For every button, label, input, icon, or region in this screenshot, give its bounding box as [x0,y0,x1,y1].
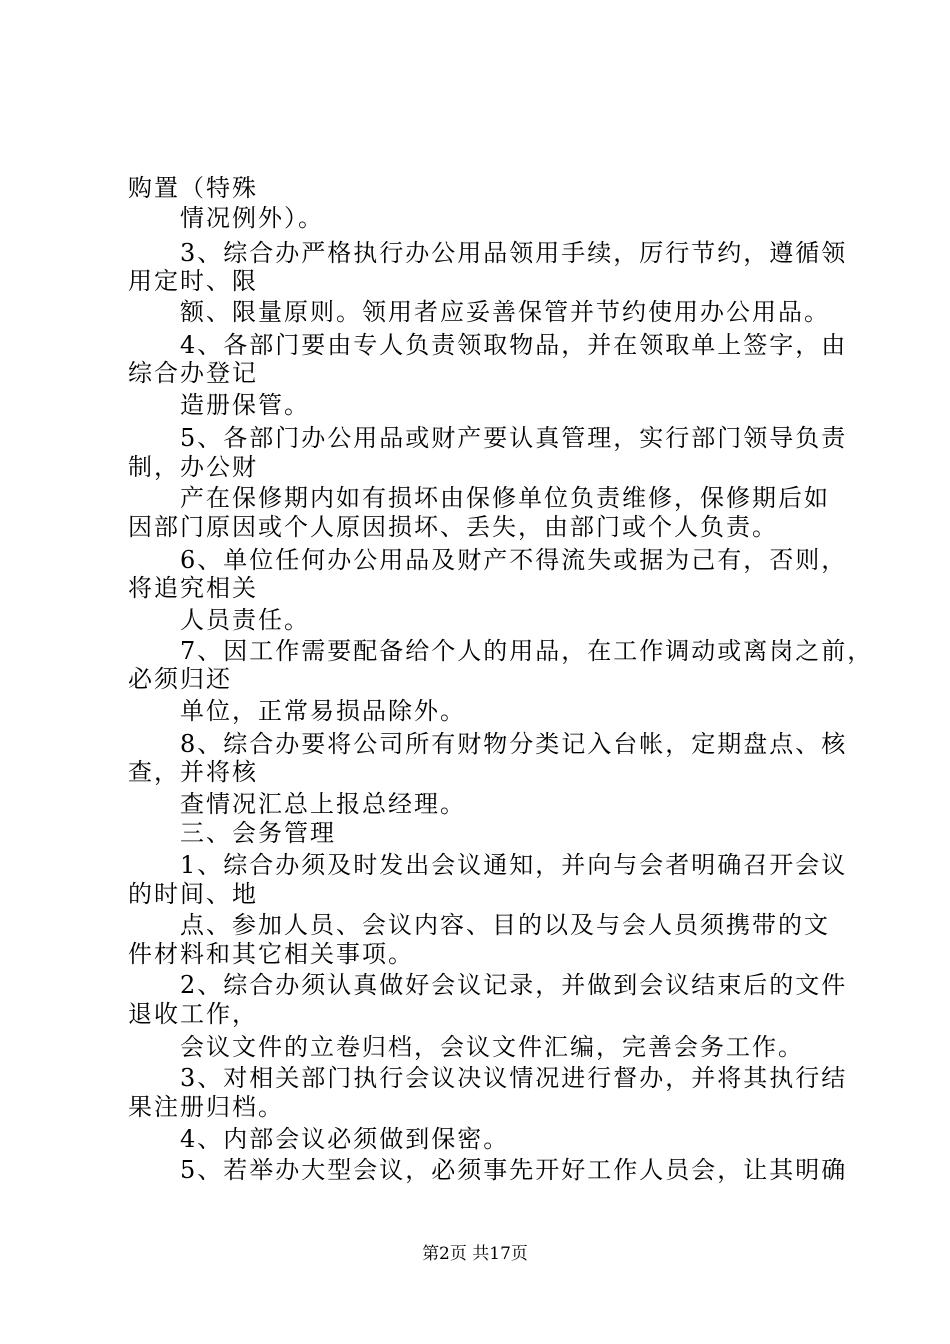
text-line: 4、各部门要由专人负责领取物品，并在领取单上签字，由 [180,331,848,359]
text-line: 额、限量原则。领用者应妥善保管并节约使用办公用品。 [180,298,830,326]
text-line: 5、若举办大型会议，必须事先开好工作人员会，让其明确 [180,1156,848,1184]
text-line: 3、对相关部门执行会议决议情况进行督办，并将其执行结 [180,1064,848,1092]
text-line: 1、综合办须及时发出会议通知，并向与会者明确召开会议 [180,851,848,879]
text-line: 8、综合办要将公司所有财物分类记入台帐，定期盘点、核 [180,730,848,758]
text-line: 7、因工作需要配备给个人的用品，在工作调动或离岗之前， [180,637,874,665]
text-line: 6、单位任何办公用品及财产不得流失或据为己有，否则， [180,546,848,574]
text-line: 单位，正常易损品除外。 [180,697,466,725]
text-line: 点、参加人员、会议内容、目的以及与会人员须携带的文 [180,911,830,939]
text-line: 的时间、地 [128,880,258,908]
text-line: 果注册归档。 [128,1093,284,1121]
text-line: 用定时、限 [128,267,258,295]
text-line: 3、综合办严格执行办公用品领用手续，厉行节约，遵循领 [180,239,848,267]
text-line: 造册保管。 [180,391,310,419]
text-line: 必须归还 [128,665,232,693]
text-line: 购置（特殊 [128,174,258,202]
text-line: 人员责任。 [180,606,310,634]
text-line: 产在保修期内如有损坏由保修单位负责维修，保修期后如 [180,484,830,512]
text-line: 综合办登记 [128,359,258,387]
text-line: 查，并将核 [128,758,258,786]
text-line: 将追究相关 [128,574,258,602]
page-number-footer: 第2页 共17页 [422,1244,528,1264]
text-line: 5、各部门办公用品或财产要认真管理，实行部门领导负责 [180,424,848,452]
text-line: 4、内部会议必须做到保密。 [180,1125,510,1153]
text-line: 查情况汇总上报总经理。 [180,790,466,818]
text-line: 件材料和其它相关事项。 [128,940,414,968]
text-line: 因部门原因或个人原因损坏、丢失，由部门或个人负责。 [128,513,778,541]
text-line: 2、综合办须认真做好会议记录，并做到会议结束后的文件 [180,971,848,999]
text-line: 退收工作， [128,1000,258,1028]
text-line: 情况例外）。 [180,204,324,232]
section-heading: 三、会务管理 [180,819,336,847]
text-line: 会议文件的立卷归档，会议文件汇编，完善会务工作。 [180,1033,804,1061]
text-line: 制，办公财 [128,453,258,481]
